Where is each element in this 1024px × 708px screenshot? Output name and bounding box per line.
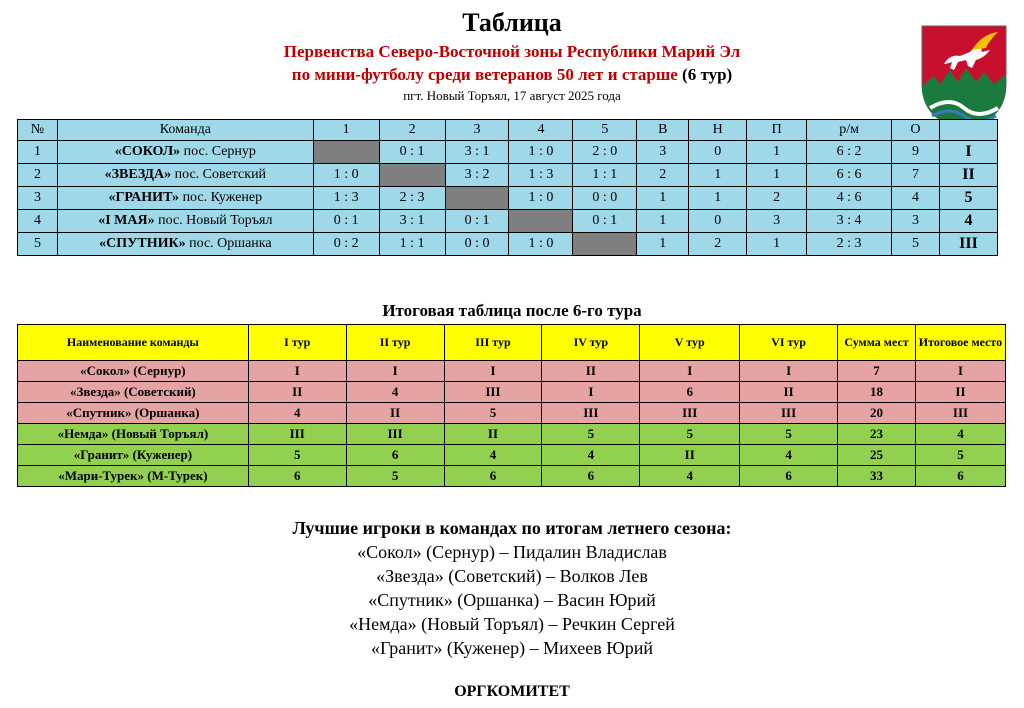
standing-cell: III xyxy=(915,403,1005,424)
team-town: пос. Сернур xyxy=(183,144,256,159)
team-cell xyxy=(57,187,313,210)
coat-of-arms-icon xyxy=(920,24,1008,132)
goal-difference: 2 : 3 xyxy=(807,233,892,256)
standing-cell: III xyxy=(740,403,838,424)
match-score: 0 : 0 xyxy=(573,187,637,210)
match-score: 0 : 1 xyxy=(445,210,509,233)
row-number: 1 xyxy=(18,141,58,164)
standing-cell: I xyxy=(346,361,444,382)
match-score: 1 : 3 xyxy=(313,187,379,210)
match-score: 2 : 3 xyxy=(379,187,445,210)
standing-cell: I xyxy=(248,361,346,382)
table-row xyxy=(18,187,998,210)
team-name: «Спутник» (Оршанка) xyxy=(18,403,249,424)
table-row xyxy=(18,445,1006,466)
table-row xyxy=(18,382,1006,403)
final-place: II xyxy=(939,164,997,187)
standing-cell: 18 xyxy=(838,382,916,403)
standing-cell: III xyxy=(248,424,346,445)
team-cell xyxy=(57,164,313,187)
diagonal-cell xyxy=(313,141,379,164)
match-score: 0 : 0 xyxy=(445,233,509,256)
match-score: 3 : 2 xyxy=(445,164,509,187)
standing-cell: 5 xyxy=(248,445,346,466)
standing-cell: I xyxy=(542,382,640,403)
standing-cell: 4 xyxy=(346,382,444,403)
team-name: «СОКОЛ» xyxy=(114,144,181,159)
best-player-item: «Звезда» (Советский) – Волков Лев xyxy=(376,566,648,586)
losses: 1 xyxy=(747,233,807,256)
diagonal-cell xyxy=(509,210,573,233)
team-name: «Мари-Турек» (М-Турек) xyxy=(18,466,249,487)
standing-cell: 7 xyxy=(838,361,916,382)
organizing-committee: ОРГКОМИТЕТ xyxy=(454,683,570,700)
column-header: Сумма мест xyxy=(838,325,916,361)
standing-cell: 6 xyxy=(640,382,740,403)
round-results-table xyxy=(17,119,998,256)
table-row xyxy=(18,164,998,187)
goal-difference: 6 : 2 xyxy=(807,141,892,164)
final-place: I xyxy=(939,141,997,164)
losses: 1 xyxy=(747,141,807,164)
standing-cell: II xyxy=(542,361,640,382)
match-score: 1 : 1 xyxy=(379,233,445,256)
match-score: 0 : 1 xyxy=(313,210,379,233)
wins: 1 xyxy=(637,187,689,210)
standing-cell: I xyxy=(444,361,542,382)
points: 3 xyxy=(892,210,940,233)
wins: 3 xyxy=(637,141,689,164)
standing-cell: 5 xyxy=(542,424,640,445)
match-score: 1 : 1 xyxy=(573,164,637,187)
diagonal-cell xyxy=(379,164,445,187)
table-row xyxy=(18,233,998,256)
final-table-title: Итоговая таблица после 6-го тура xyxy=(382,301,642,320)
wins: 1 xyxy=(637,210,689,233)
column-header: IV тур xyxy=(542,325,640,361)
best-player-item: «Спутник» (Оршанка) – Васин Юрий xyxy=(368,590,656,610)
diagonal-cell xyxy=(445,187,509,210)
row-number: 4 xyxy=(18,210,58,233)
row-number: 2 xyxy=(18,164,58,187)
column-header: Итоговое место xyxy=(915,325,1005,361)
standing-cell: II xyxy=(915,382,1005,403)
column-header: Наименование команды xyxy=(18,325,249,361)
wins: 1 xyxy=(637,233,689,256)
column-header: Н xyxy=(689,120,747,141)
column-header: р/м xyxy=(807,120,892,141)
table-row xyxy=(18,361,1006,382)
points: 9 xyxy=(892,141,940,164)
row-number: 5 xyxy=(18,233,58,256)
draws: 1 xyxy=(689,187,747,210)
column-header: 4 xyxy=(509,120,573,141)
standing-cell: 5 xyxy=(444,403,542,424)
row-number: 3 xyxy=(18,187,58,210)
column-header: В xyxy=(637,120,689,141)
column-header: I тур xyxy=(248,325,346,361)
team-name: «Гранит» (Куженер) xyxy=(18,445,249,466)
column-header: III тур xyxy=(444,325,542,361)
draws: 1 xyxy=(689,164,747,187)
losses: 3 xyxy=(747,210,807,233)
standing-cell: II xyxy=(640,445,740,466)
best-player-item: «Немда» (Новый Торъял) – Речкин Сергей xyxy=(349,614,675,634)
standing-cell: 5 xyxy=(640,424,740,445)
standing-cell: III xyxy=(346,424,444,445)
standing-cell: I xyxy=(915,361,1005,382)
team-cell xyxy=(57,233,313,256)
table-row xyxy=(18,466,1006,487)
subtitle-line-2-text: по мини-футболу среди ветеранов 50 лет и старше xyxy=(291,65,678,84)
column-header: VI тур xyxy=(740,325,838,361)
table-row xyxy=(18,210,998,233)
standing-cell: 5 xyxy=(740,424,838,445)
goal-difference: 3 : 4 xyxy=(807,210,892,233)
standing-cell: II xyxy=(444,424,542,445)
standing-cell: II xyxy=(248,382,346,403)
subtitle-line-2 xyxy=(0,65,1024,85)
column-header: 2 xyxy=(379,120,445,141)
match-score: 0 : 1 xyxy=(379,141,445,164)
wins: 2 xyxy=(637,164,689,187)
goal-difference: 4 : 6 xyxy=(807,187,892,210)
points: 4 xyxy=(892,187,940,210)
standing-cell: 5 xyxy=(346,466,444,487)
draws: 2 xyxy=(689,233,747,256)
best-player-item: «Сокол» (Сернур) – Пидалин Владислав xyxy=(357,542,667,562)
standing-cell: 6 xyxy=(740,466,838,487)
standing-cell: 6 xyxy=(248,466,346,487)
standing-cell: 6 xyxy=(542,466,640,487)
table-header-row xyxy=(18,325,1006,361)
standing-cell: I xyxy=(740,361,838,382)
column-header: № xyxy=(18,120,58,141)
team-cell xyxy=(57,141,313,164)
standing-cell: 20 xyxy=(838,403,916,424)
standing-cell: II xyxy=(740,382,838,403)
match-score: 3 : 1 xyxy=(379,210,445,233)
table-header-row xyxy=(18,120,998,141)
team-name: «Звезда» (Советский) xyxy=(18,382,249,403)
draws: 0 xyxy=(689,210,747,233)
standing-cell: I xyxy=(640,361,740,382)
table-row xyxy=(18,424,1006,445)
best-player-item: «Гранит» (Куженер) – Михеев Юрий xyxy=(370,638,654,658)
standing-cell: 4 xyxy=(542,445,640,466)
losses: 2 xyxy=(747,187,807,210)
final-place: 4 xyxy=(939,210,997,233)
column-header: 5 xyxy=(573,120,637,141)
final-place: 5 xyxy=(939,187,997,210)
match-score: 1 : 0 xyxy=(313,164,379,187)
standing-cell: III xyxy=(444,382,542,403)
standing-cell: III xyxy=(640,403,740,424)
standing-cell: 33 xyxy=(838,466,916,487)
match-score: 1 : 0 xyxy=(509,233,573,256)
team-name: «ЗВЕЗДА» xyxy=(104,167,172,182)
table-row xyxy=(18,403,1006,424)
points: 5 xyxy=(892,233,940,256)
standing-cell: 6 xyxy=(346,445,444,466)
match-score: 0 : 1 xyxy=(573,210,637,233)
match-score: 1 : 0 xyxy=(509,141,573,164)
team-name: «ГРАНИТ» xyxy=(108,190,180,205)
draws: 0 xyxy=(689,141,747,164)
page-title: Таблица xyxy=(462,8,562,37)
final-place: III xyxy=(939,233,997,256)
subtitle-line-1: Первенства Северо-Восточной зоны Республики Марий Эл xyxy=(283,42,741,61)
standing-cell: 6 xyxy=(444,466,542,487)
final-standings-table xyxy=(17,324,1006,487)
points: 7 xyxy=(892,164,940,187)
standing-cell: 4 xyxy=(248,403,346,424)
standing-cell: 4 xyxy=(444,445,542,466)
best-players-title: Лучшие игроки в командах по итогам летнего сезона: xyxy=(292,518,732,538)
team-name: «Немда» (Новый Торъял) xyxy=(18,424,249,445)
standing-cell: 4 xyxy=(740,445,838,466)
standing-cell: III xyxy=(542,403,640,424)
column-header: О xyxy=(892,120,940,141)
column-header: Команда xyxy=(57,120,313,141)
team-cell xyxy=(57,210,313,233)
standing-cell: 25 xyxy=(838,445,916,466)
team-name: «СПУТНИК» xyxy=(99,236,186,251)
standing-cell: 5 xyxy=(915,445,1005,466)
team-town: пос. Новый Торъял xyxy=(158,213,273,228)
standing-cell: 6 xyxy=(915,466,1005,487)
goal-difference: 6 : 6 xyxy=(807,164,892,187)
column-header: 3 xyxy=(445,120,509,141)
match-score: 1 : 0 xyxy=(509,187,573,210)
diagonal-cell xyxy=(573,233,637,256)
table-row xyxy=(18,141,998,164)
place-date: пгт. Новый Торъял, 17 август 2025 года xyxy=(403,88,621,103)
column-header: II тур xyxy=(346,325,444,361)
team-town: пос. Куженер xyxy=(182,190,263,205)
column-header: 1 xyxy=(313,120,379,141)
column-header: V тур xyxy=(640,325,740,361)
team-town: пос. Оршанка xyxy=(189,236,272,251)
team-name: «I МАЯ» xyxy=(98,213,155,228)
match-score: 1 : 3 xyxy=(509,164,573,187)
column-header xyxy=(939,120,997,141)
tour-label: (6 тур) xyxy=(682,65,733,84)
standing-cell: 4 xyxy=(640,466,740,487)
column-header: П xyxy=(747,120,807,141)
match-score: 3 : 1 xyxy=(445,141,509,164)
losses: 1 xyxy=(747,164,807,187)
standing-cell: 23 xyxy=(838,424,916,445)
team-name: «Сокол» (Сернур) xyxy=(18,361,249,382)
standing-cell: 4 xyxy=(915,424,1005,445)
match-score: 0 : 2 xyxy=(313,233,379,256)
match-score: 2 : 0 xyxy=(573,141,637,164)
team-town: пос. Советский xyxy=(174,167,267,182)
standing-cell: II xyxy=(346,403,444,424)
